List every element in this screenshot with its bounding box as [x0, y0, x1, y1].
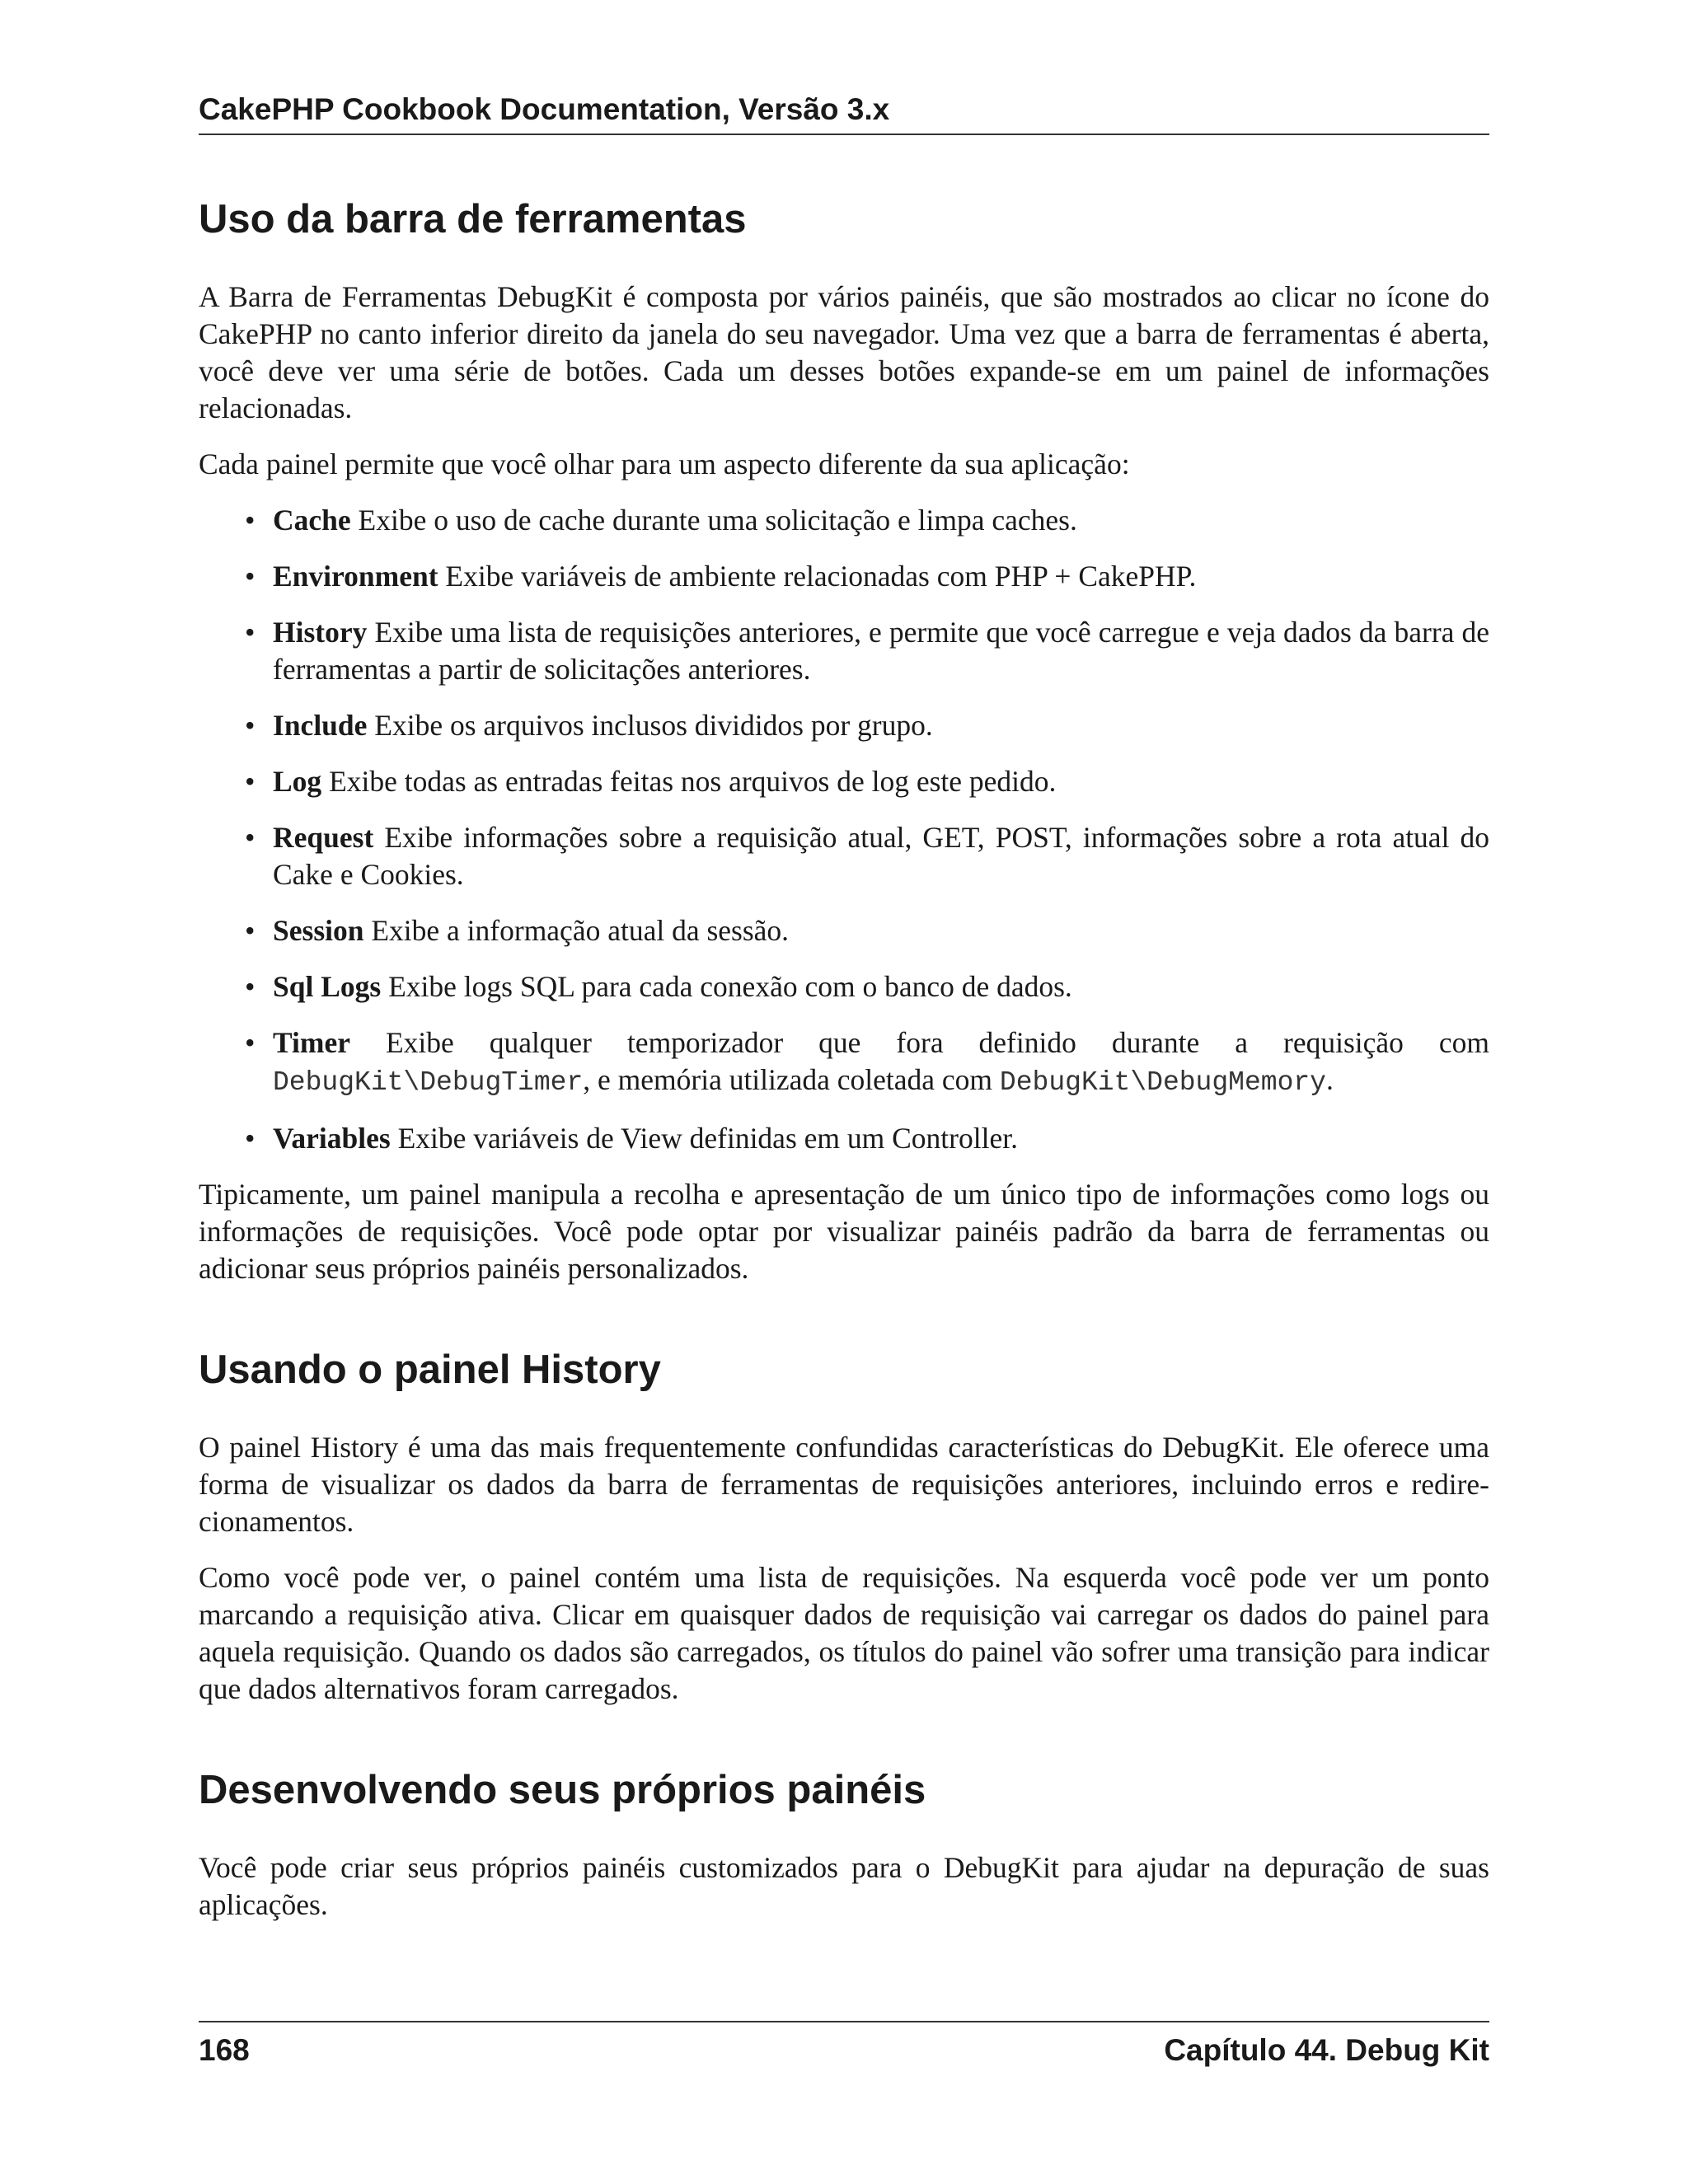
paragraph-custom-panels: Você pode criar seus próprios painéis customizados para o DebugKit para ajudar na depuração de suas aplicações. — [199, 1851, 1489, 1921]
page-content — [199, 194, 1489, 1943]
running-footer — [199, 2030, 1489, 2071]
page-number: 168 — [199, 2033, 250, 2067]
bullet-icon: • — [245, 765, 256, 798]
inline-code-debug-timer: DebugKit\DebugTimer — [273, 1067, 584, 1098]
bullet-icon: • — [245, 914, 256, 947]
section-heading-toolbar-usage: Uso da barra de ferramentas — [199, 197, 747, 241]
list-item-variables — [245, 1120, 1489, 1157]
bullet-icon: • — [245, 616, 256, 649]
bullet-icon: • — [245, 970, 256, 1003]
list-term: Timer — [273, 1026, 350, 1059]
list-term: Cache — [273, 504, 351, 537]
bullet-icon: • — [245, 1026, 256, 1059]
inline-code-debug-memory: DebugKit\DebugMemory — [999, 1067, 1326, 1098]
list-text: . — [1326, 1063, 1334, 1096]
bullet-icon: • — [245, 504, 256, 537]
list-item-request — [245, 819, 1489, 893]
list-text: Exibe os arquivos inclusos divididos por grupo. — [374, 709, 933, 742]
list-term: Request — [273, 821, 374, 854]
list-text: Exibe variáveis de View definidas em um Controller. — [397, 1122, 1018, 1155]
section-heading-custom-panels: Desenvolvendo seus próprios painéis — [199, 1768, 926, 1812]
list-text: Exibe todas as entradas feitas nos arquivos de log este pedido. — [329, 765, 1057, 798]
list-text: , e memória utilizada coletada com — [583, 1063, 993, 1096]
panel-list — [199, 502, 1489, 1157]
list-item-include — [245, 707, 1489, 744]
document-page — [199, 0, 1489, 2184]
footer-rule — [199, 2021, 1489, 2022]
list-item-timer — [245, 1024, 1489, 1101]
bullet-icon: • — [245, 1122, 256, 1155]
list-term: Sql Logs — [273, 970, 382, 1003]
paragraph-history-1: O painel History é uma das mais frequentemente confundidas características do DebugKit. Ele oferece uma forma de visualizar os dados da barra de ferramentas de requisições anteriores, incluindo erros e redire-cionamentos. — [199, 1431, 1489, 1538]
list-term: Session — [273, 914, 364, 947]
list-item-log — [245, 763, 1489, 800]
list-text: Exibe informações sobre a requisição atual, GET, POST, informações sobre a rota atual do Cake e Cookies. — [273, 821, 1489, 891]
list-item-environment — [245, 558, 1489, 595]
header-rule — [199, 134, 1489, 135]
running-header: CakePHP Cookbook Documentation, Versão 3.x — [199, 92, 890, 126]
list-text: Exibe o uso de cache durante uma solicitação e limpa caches. — [358, 504, 1077, 537]
list-item-session — [245, 912, 1489, 949]
list-text: Exibe qualquer temporizador que fora definido durante a requisição com — [385, 1026, 1489, 1059]
paragraph-panels-intro: Cada painel permite que você olhar para um aspecto diferente da sua aplicação: — [199, 448, 1130, 480]
section-heading-history-panel: Usando o painel History — [199, 1347, 661, 1392]
bullet-icon: • — [245, 709, 256, 742]
list-term: History — [273, 616, 368, 649]
list-item-sql-logs — [245, 968, 1489, 1005]
paragraph-history-2: Como você pode ver, o painel contém uma lista de requisições. Na esquerda você pode ver um ponto marcando a requisição ativa. Clicar em quaisquer dados de requisição vai carregar os dados do painel para aquela requisição. Quando os dados são carregados, os títulos do painel vão sofrer uma transição para indicar que dados alternativos foram carregados. — [199, 1561, 1489, 1705]
list-term: Environment — [273, 560, 438, 593]
list-term: Log — [273, 765, 322, 798]
bullet-icon: • — [245, 821, 256, 854]
list-text: Exibe a informação atual da sessão. — [371, 914, 790, 947]
list-item-cache — [245, 502, 1489, 539]
paragraph-toolbar-intro: A Barra de Ferramentas DebugKit é composta por vários painéis, que são mostrados ao clicar no ícone do CakePHP no canto inferior direito da janela do seu navegador. Uma vez que a barra de ferramentas é aberta, você deve ver uma série de botões. Cada um desses botões expande-se em um painel de informações relacionadas. — [199, 280, 1489, 424]
list-term: Include — [273, 709, 368, 742]
chapter-title: Capítulo 44. Debug Kit — [1164, 2033, 1489, 2067]
list-text: Exibe logs SQL para cada conexão com o banco de dados. — [388, 970, 1072, 1003]
list-text: Exibe uma lista de requisições anteriores, e permite que você carregue e veja dados da barra de ferramentas a partir de solicitações anteriores. — [273, 616, 1489, 686]
list-item-history — [245, 614, 1489, 688]
list-text: Exibe variáveis de ambiente relacionadas com PHP + CakePHP. — [445, 560, 1197, 593]
list-term: Variables — [273, 1122, 391, 1155]
bullet-icon: • — [245, 560, 256, 593]
paragraph-panels-outro: Tipicamente, um painel manipula a recolha e apresentação de um único tipo de informações como logs ou informações de requisições. Você pode optar por visualizar painéis padrão da barra de ferramentas ou adicionar seus próprios painéis personalizados. — [199, 1178, 1489, 1285]
